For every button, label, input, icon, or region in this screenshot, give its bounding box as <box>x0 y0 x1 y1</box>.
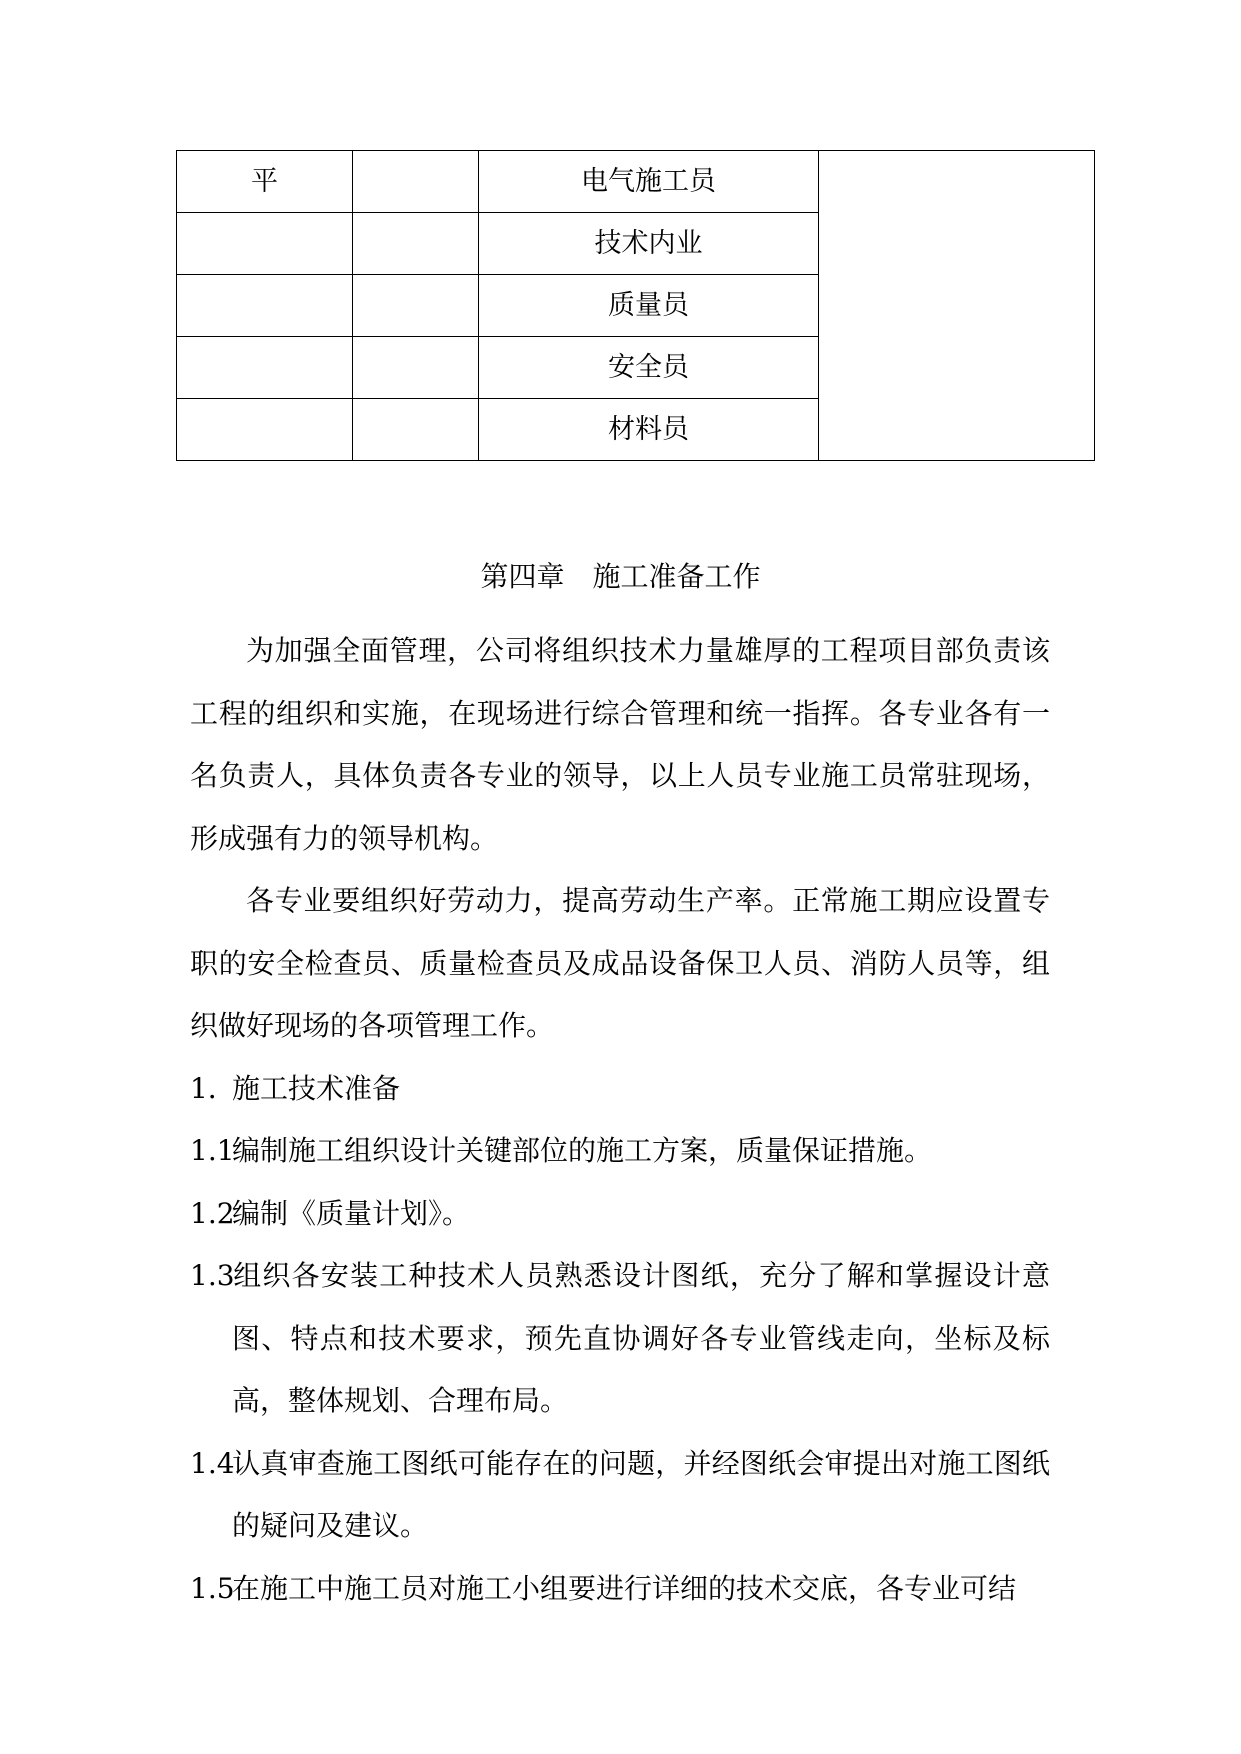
table-cell: 材料员 <box>479 399 819 461</box>
list-item <box>190 1183 1050 1246</box>
list-item-text: 编制《质量计划》。 <box>232 1196 471 1230</box>
list-item-number: 1.3 <box>190 1259 235 1292</box>
chapter-heading <box>0 557 1241 597</box>
section-number: 1． <box>190 1071 236 1105</box>
list-item <box>190 1433 1050 1558</box>
table-cell: 技术内业 <box>479 213 819 275</box>
list-item-text: 编制施工组织设计关键部位的施工方案，质量保证措施。 <box>232 1134 933 1167</box>
table-cell <box>177 275 353 337</box>
list-item-number: 1.2 <box>190 1196 235 1230</box>
paragraph: 各专业要组织好劳动力，提高劳动生产率。正常施工期应设置专职的安全检查员、质量检查员及成品设备保卫人员、消防人员等，组织做好现场的各项管理工作。 <box>190 884 1050 1042</box>
list-item-number: 1.1 <box>190 1134 235 1167</box>
chapter-number: 第四章 <box>480 560 565 593</box>
section-heading <box>190 1058 1050 1121</box>
table-cell <box>353 399 479 461</box>
list-item-text: 认真审查施工图纸可能存在的问题，并经图纸会审提出对施工图纸的疑问及建议。 <box>232 1446 1050 1542</box>
table-cell: 质量员 <box>479 275 819 337</box>
table-cell <box>353 337 479 399</box>
paragraph: 为加强全面管理，公司将组织技术力量雄厚的工程项目部负责该工程的组织和实施，在现场进行综合管理和统一指挥。各专业各有一名负责人，具体负责各专业的领导，以上人员专业施工员常驻现场，形成强有力的领导机构。 <box>190 634 1050 855</box>
staff-table <box>176 150 1095 461</box>
section-title: 施工技术准备 <box>232 1071 401 1105</box>
table-cell: 安全员 <box>479 337 819 399</box>
list-item <box>190 1120 1050 1183</box>
table-cell: 平 <box>177 151 353 213</box>
table-cell <box>353 275 479 337</box>
body-text <box>190 620 1050 1620</box>
table-cell <box>177 213 353 275</box>
table-row <box>177 151 1095 213</box>
list-item-text: 在施工中施工员对施工小组要进行详细的技术交底，各专业可结 <box>232 1571 1017 1605</box>
list-item-number: 1.5 <box>190 1571 235 1605</box>
table-merged-cell <box>819 151 1095 461</box>
list-item <box>190 1558 1050 1621</box>
table-cell <box>353 151 479 213</box>
list-item-number: 1.4 <box>190 1446 235 1480</box>
table-cell <box>177 337 353 399</box>
table-cell: 电气施工员 <box>479 151 819 213</box>
chapter-title: 施工准备工作 <box>592 560 761 593</box>
list-item <box>190 1245 1050 1433</box>
table-cell <box>353 213 479 275</box>
list-item-text: 组织各安装工种技术人员熟悉设计图纸，充分了解和掌握设计意图、特点和技术要求，预先直协调好各专业管线走向，坐标及标高，整体规划、合理布局。 <box>232 1259 1050 1417</box>
table-cell <box>177 399 353 461</box>
